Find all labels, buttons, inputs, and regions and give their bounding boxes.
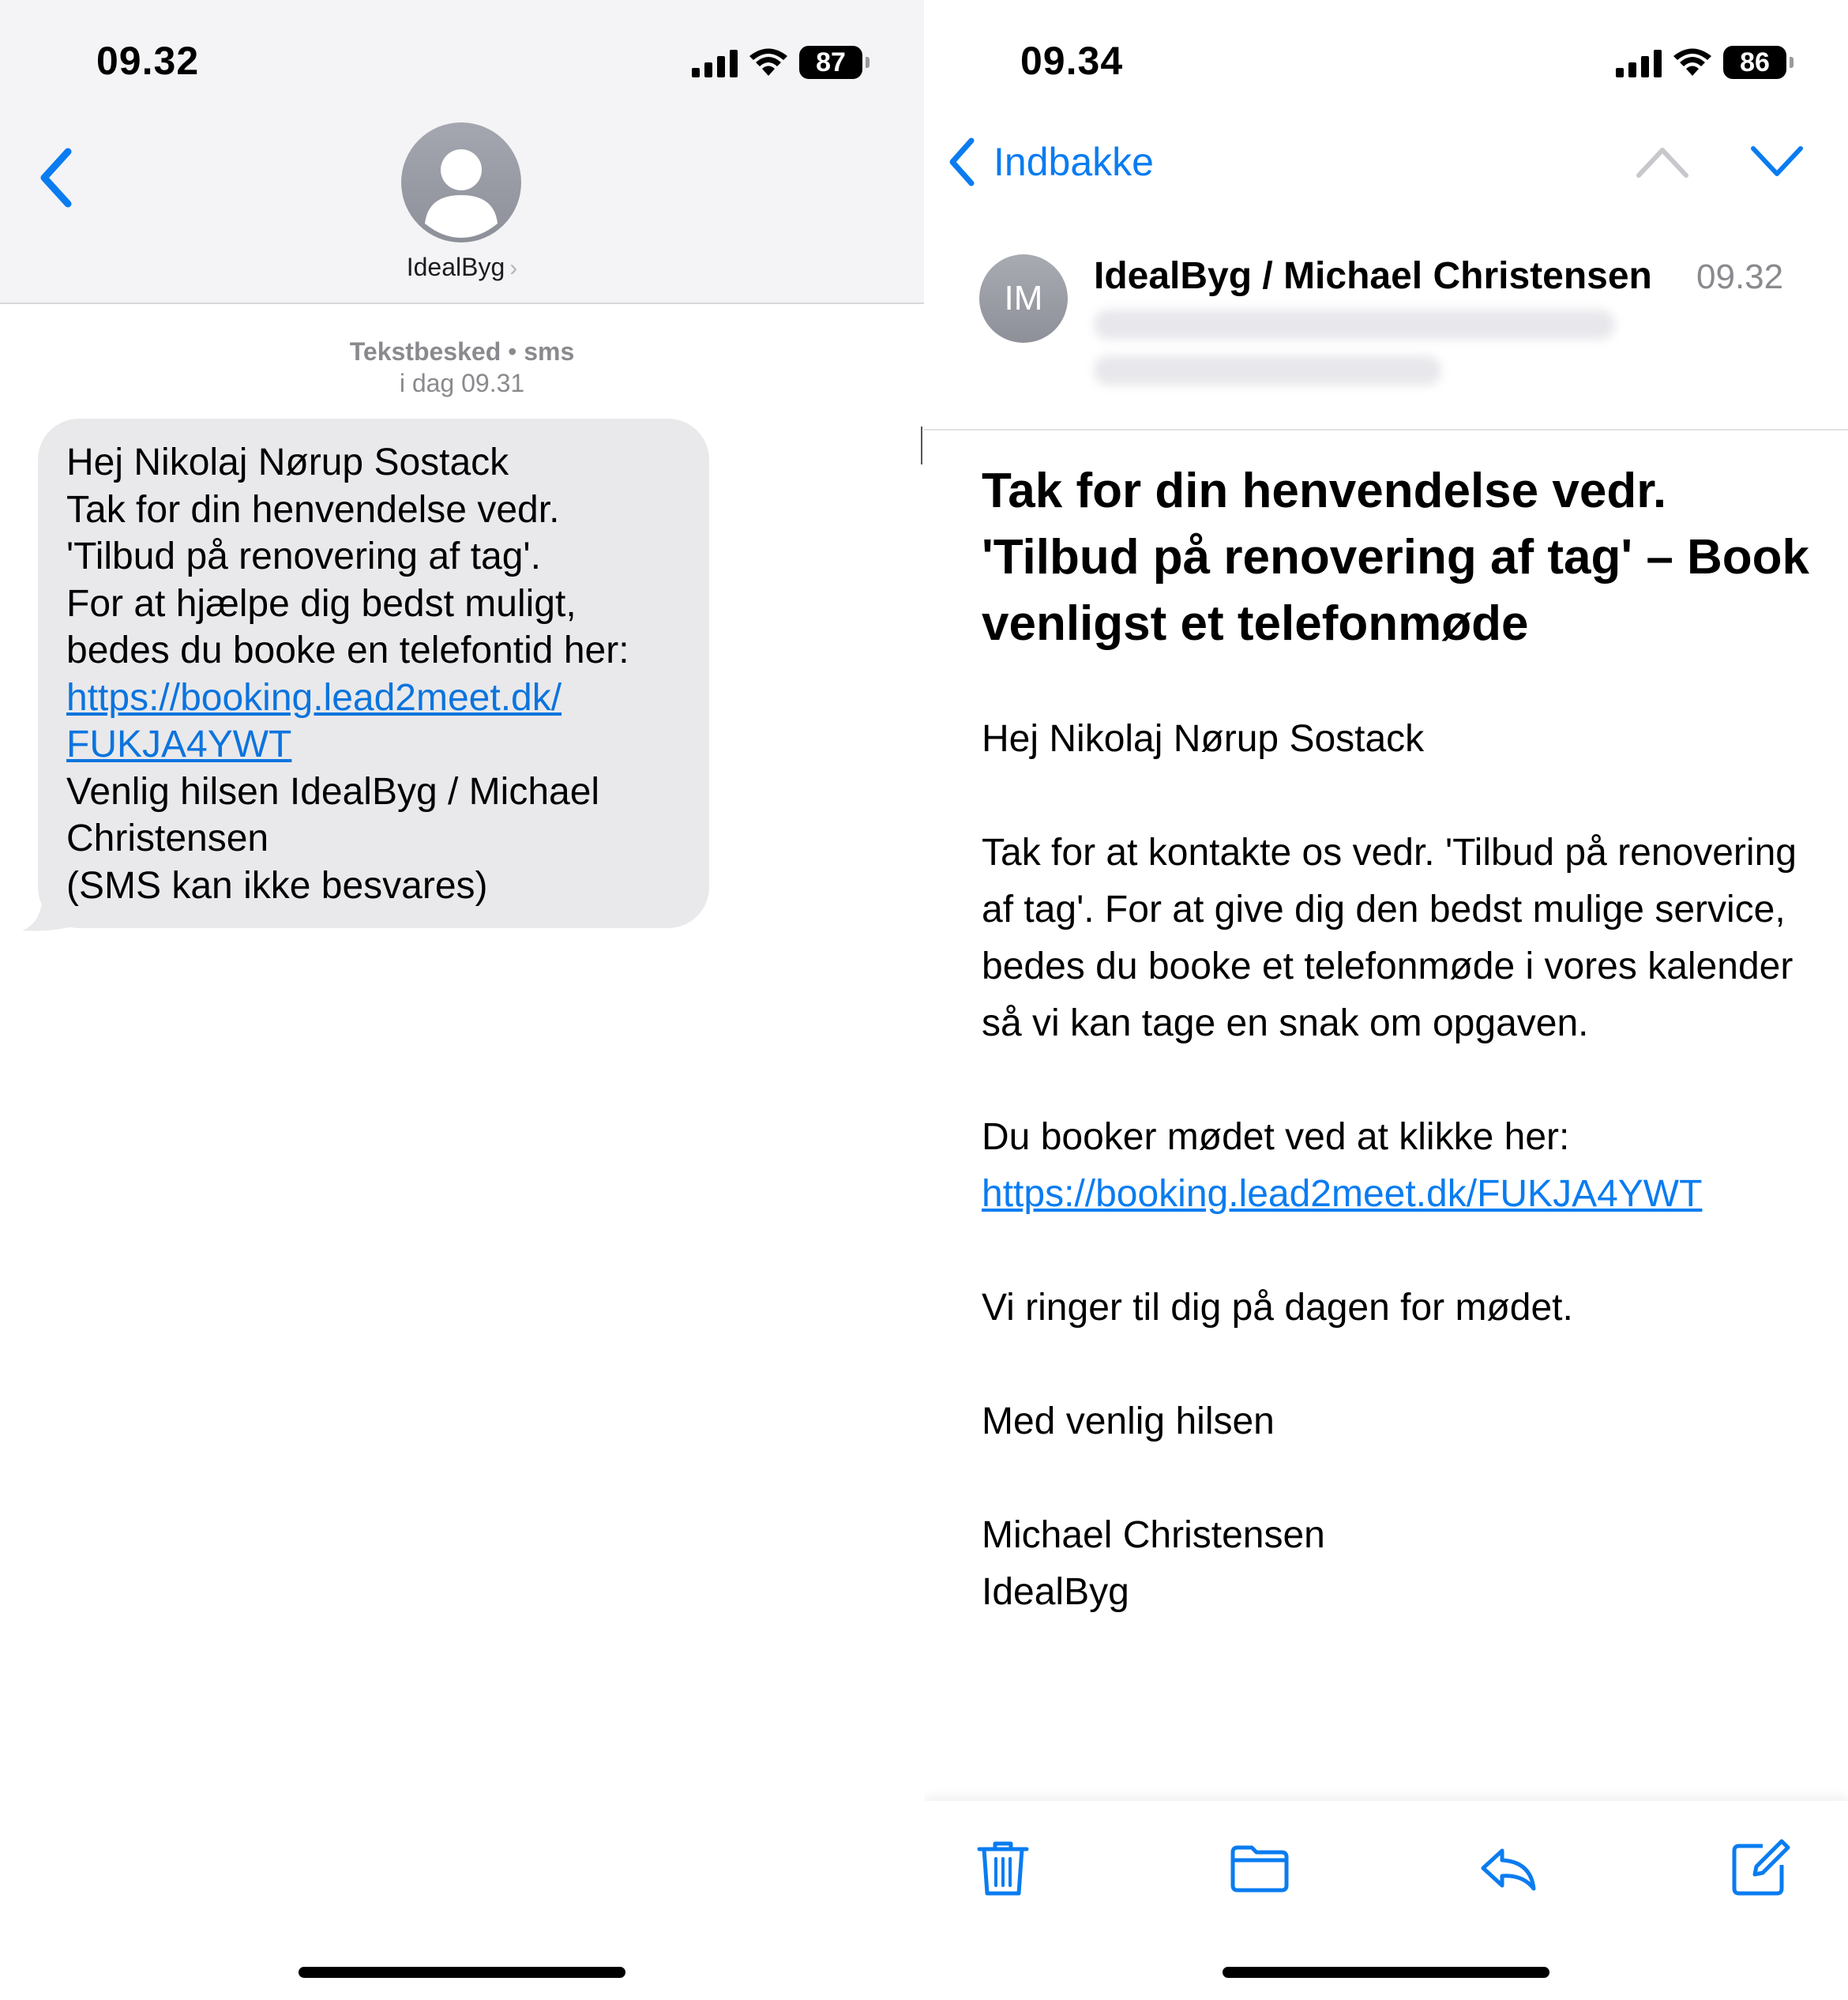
- booking-link-continued[interactable]: FUKJA4YWT: [66, 724, 292, 765]
- status-bar: [924, 0, 1848, 118]
- booking-link[interactable]: https://booking.lead2meet.dk/: [66, 676, 562, 719]
- battery-icon: [799, 46, 862, 79]
- person-icon: [401, 122, 521, 242]
- message-line: Tak for din henvendelse vedr.: [66, 488, 560, 531]
- home-indicator[interactable]: [299, 1967, 625, 1978]
- next-message-chevron-down-icon[interactable]: [1749, 142, 1805, 182]
- greeting: Hej Nikolaj Nørup Sostack: [982, 718, 1425, 760]
- signature-company: IdealByg: [982, 1571, 1129, 1613]
- cellular-signal-icon: [692, 47, 738, 77]
- message-meta: [0, 336, 924, 399]
- sender-name: IdealByg / Michael Christensen: [1094, 255, 1652, 297]
- back-chevron-icon[interactable]: [32, 142, 79, 213]
- contact-name-label: IdealByg: [406, 253, 505, 281]
- status-time: 09.34: [1020, 39, 1124, 83]
- redacted-recipient-line: [1094, 310, 1615, 340]
- message-type: Tekstbesked: [349, 337, 501, 366]
- message-closing-line: Venlig hilsen IdealByg / Michael: [66, 770, 600, 813]
- redacted-date-line: [1094, 355, 1441, 385]
- chevron-right-icon: ›: [509, 255, 518, 281]
- signature-name: Michael Christensen: [982, 1514, 1325, 1556]
- booking-prefix: Du booker mødet ved at klikke her:: [982, 1116, 1570, 1158]
- message-line: bedes du booke en telefontid her:: [66, 630, 629, 671]
- regards: Med venlig hilsen: [982, 1400, 1275, 1442]
- message-closing-line: (SMS kan ikke besvares): [66, 864, 488, 907]
- booking-link[interactable]: https://booking.lead2meet.dk/FUKJA4YWT: [982, 1173, 1703, 1215]
- contact-name[interactable]: [0, 253, 924, 282]
- back-chevron-icon: [946, 136, 978, 188]
- message-type-line: [0, 336, 924, 367]
- trash-icon[interactable]: [971, 1836, 1035, 1900]
- status-bar: [0, 0, 924, 118]
- call-note: Vi ringer til dig på dagen for mødet.: [982, 1287, 1573, 1329]
- folder-icon[interactable]: [1228, 1836, 1291, 1900]
- message-line: For at hjælpe dig bedst muligt,: [66, 582, 577, 625]
- body-paragraph: Tak for at kontakte os vedr. 'Tilbud på renovering af tag'. For at give dig den bedst mulige service, bedes du booke et telefonmøde i vores kalender så vi kan tage en snak om opgaven.: [982, 832, 1797, 1044]
- battery-level: 86: [1740, 47, 1770, 77]
- contact-avatar[interactable]: [401, 122, 521, 242]
- message-bubble[interactable]: [38, 419, 709, 928]
- home-indicator[interactable]: [1223, 1967, 1549, 1978]
- message-service: sms: [524, 337, 575, 366]
- booking-paragraph: [982, 1109, 1819, 1223]
- mail-body: [982, 711, 1819, 1621]
- compose-icon[interactable]: [1728, 1836, 1791, 1900]
- message-closing-line: Christensen: [66, 818, 269, 859]
- reply-icon[interactable]: [1477, 1836, 1540, 1900]
- panel-divider: [921, 427, 922, 464]
- battery-level: 87: [816, 47, 846, 77]
- meta-separator: •: [508, 337, 517, 366]
- wifi-icon: [749, 47, 788, 77]
- cellular-signal-icon: [1616, 47, 1662, 77]
- battery-icon: [1723, 46, 1786, 79]
- back-to-inbox-button[interactable]: [946, 136, 1154, 188]
- status-indicators: [692, 43, 862, 82]
- status-indicators: [1616, 43, 1786, 82]
- back-label: Indbakke: [993, 140, 1154, 184]
- wifi-icon: [1673, 47, 1712, 77]
- message-line: Hej Nikolaj Nørup Sostack: [66, 442, 509, 483]
- received-time: 09.32: [1696, 258, 1784, 296]
- mail-message-screen: [924, 0, 1848, 2000]
- sender-header[interactable]: [924, 213, 1848, 430]
- sender-avatar: IM: [979, 254, 1068, 343]
- message-date: i dag 09.31: [399, 369, 525, 397]
- status-time: 09.32: [96, 39, 200, 83]
- mail-subject: Tak for din henvendelse vedr. 'Tilbud på renovering af tag' – Book venligst et telefonmøde: [982, 464, 1810, 651]
- previous-message-chevron-up-icon[interactable]: [1635, 142, 1690, 182]
- message-line: 'Tilbud på renovering af tag'.: [66, 536, 541, 577]
- mail-navigation-bar: [924, 118, 1848, 209]
